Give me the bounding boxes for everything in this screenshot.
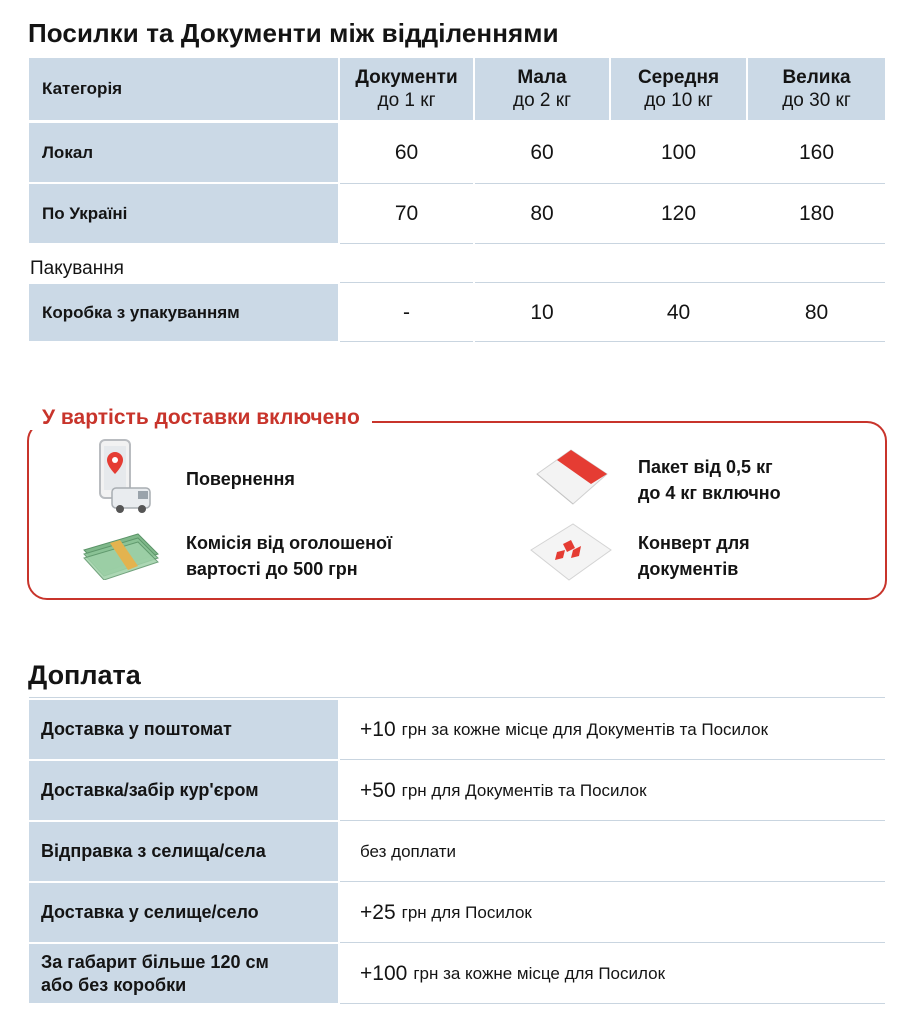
row-divider <box>29 697 885 698</box>
envelope-icon <box>527 520 615 584</box>
surcharge-text: без доплати <box>360 841 457 861</box>
column-weight: до 1 кг <box>377 90 436 111</box>
table-cell: 180 <box>798 201 835 225</box>
table-cell: 10 <box>530 300 554 324</box>
surcharge-value-oversize <box>340 944 885 1003</box>
packaging-label: Пакування <box>30 258 124 279</box>
column-name: Велика <box>782 67 851 88</box>
table-cell: 70 <box>394 201 419 225</box>
table-cell: 160 <box>798 140 835 164</box>
surcharge-amount: +50 <box>360 778 396 802</box>
included-title: У вартість доставки включено <box>30 406 372 430</box>
surcharge-text: грн для Документів та Посилок <box>401 780 647 800</box>
surcharge-value-parcel-locker <box>340 700 885 759</box>
table-cell: 80 <box>530 201 554 225</box>
surcharge-text: грн для Посилок <box>401 902 532 922</box>
column-weight: до 2 кг <box>512 90 572 111</box>
surcharge-label-parcel-locker: Доставка у поштомат <box>29 700 338 759</box>
surcharge-value-courier <box>340 761 885 820</box>
surcharge-value-from-village <box>340 822 885 881</box>
table-cell: 100 <box>660 140 697 164</box>
table-cell: 80 <box>804 300 829 324</box>
surcharge-label-courier: Доставка/забір кур'єром <box>29 761 338 820</box>
row-divider <box>340 881 885 882</box>
money-stack-icon <box>80 528 162 580</box>
table-cell: 40 <box>666 300 691 324</box>
table-cell: - <box>403 300 410 324</box>
column-weight: до 10 кг <box>644 90 713 111</box>
row-label-box: Коробка з упакуванням <box>29 284 338 341</box>
column-header-large <box>748 58 885 120</box>
row-divider <box>340 942 885 943</box>
row-divider <box>340 282 885 283</box>
surcharge-text: грн за кожне місце для Документів та Посилок <box>401 719 769 739</box>
surcharge-text: грн за кожне місце для Посилок <box>413 963 666 983</box>
row-label-ukraine: По Україні <box>29 184 338 243</box>
feature-envelope: Конверт для документів <box>638 533 750 579</box>
column-name: Середня <box>637 67 720 88</box>
table-cell: 120 <box>660 201 697 225</box>
row-label-local: Локал <box>29 123 338 182</box>
surcharge-amount: +25 <box>360 900 396 924</box>
column-header-small <box>475 58 609 120</box>
surcharge-label-to-village: Доставка у селище/село <box>29 883 338 942</box>
phone-van-icon <box>92 438 158 518</box>
row-divider <box>340 341 885 342</box>
package-bag-icon <box>533 448 611 508</box>
feature-commission: Комісія від оголошеної вартості до 500 грн <box>186 533 393 579</box>
feature-returns: Повернення <box>186 469 295 489</box>
table-cell: 60 <box>394 140 419 164</box>
surcharge-amount: +10 <box>360 717 396 741</box>
column-header-documents <box>340 58 473 120</box>
column-name: Документи <box>355 67 458 88</box>
row-divider <box>340 820 885 821</box>
surcharge-label-oversize: За габарит більше 120 см або без коробки <box>29 944 338 1003</box>
row-divider <box>340 1003 885 1004</box>
row-divider <box>340 759 885 760</box>
surcharge-title: Доплата <box>28 660 141 690</box>
row-divider <box>340 243 885 244</box>
page-title: Посилки та Документи між відділеннями <box>28 18 559 48</box>
feature-package: Пакет від 0,5 кг до 4 кг включно <box>638 457 781 503</box>
surcharge-label-from-village: Відправка з селища/села <box>29 822 338 881</box>
surcharge-amount: +100 <box>360 961 408 985</box>
column-header-medium <box>611 58 746 120</box>
table-cell: 60 <box>530 140 554 164</box>
surcharge-value-to-village <box>340 883 885 942</box>
column-weight: до 30 кг <box>782 90 851 111</box>
column-name: Мала <box>517 67 567 88</box>
category-header: Категорія <box>29 58 338 120</box>
